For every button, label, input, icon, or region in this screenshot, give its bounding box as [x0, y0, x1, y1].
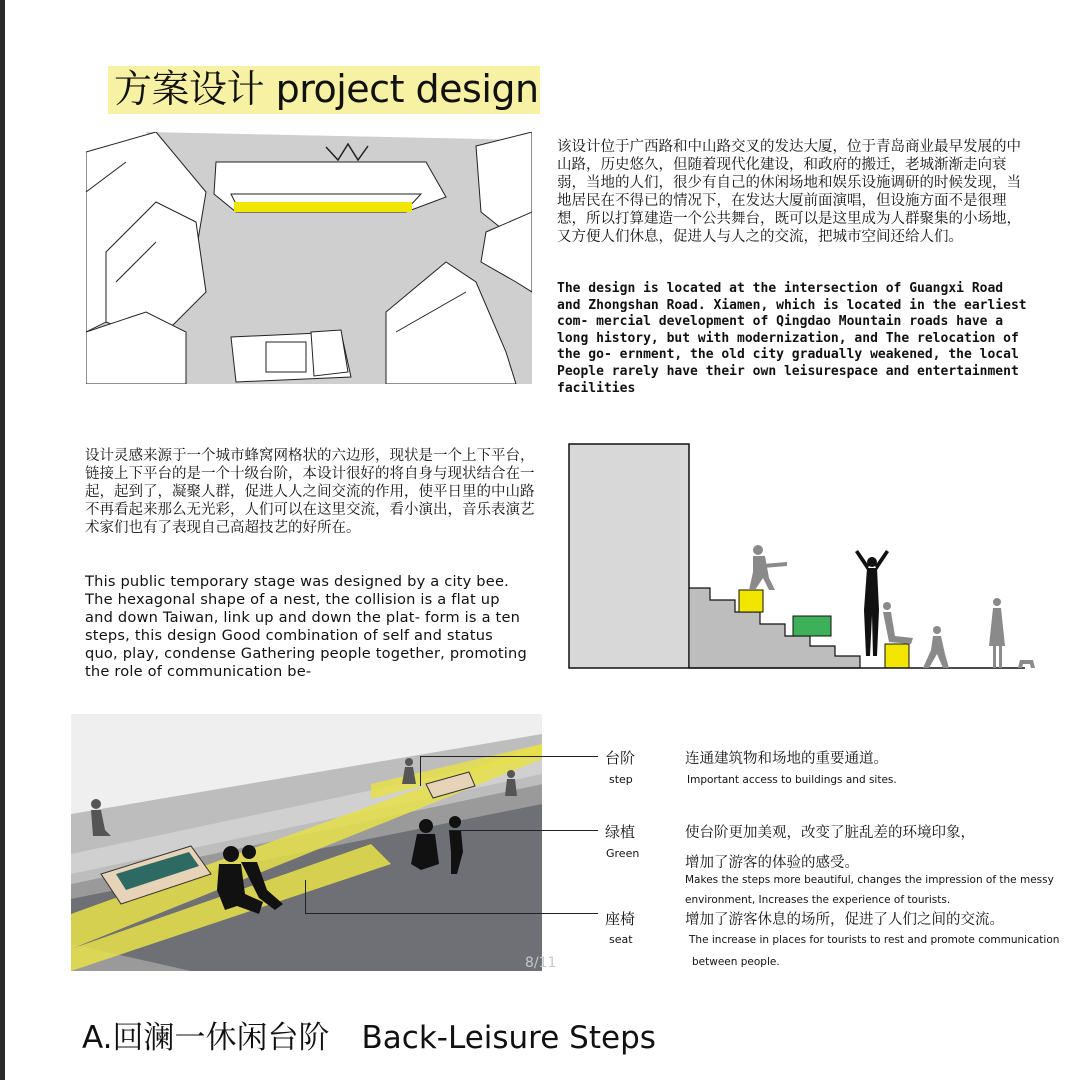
seat-leader-drop: [305, 880, 306, 913]
footer-title-en: Back-Leisure Steps: [361, 1020, 656, 1056]
green-description-en-1: Makes the steps more beautiful, changes the impression of the messy: [685, 874, 1054, 886]
green-leader-line: [450, 830, 598, 831]
site-plan-illustration: [86, 132, 532, 384]
section1-english-text: The design is located at the intersection of Guangxi Road and Zhongshan Road. Xiamen, which is located in the earliest com- mercial development of Qingdao Mountain roads have a long history, but with modernization, and The relocation of the go- ernment, the old city gradually weakened, the local People rarely have their own leisurespace and entertainment facilities: [557, 281, 1027, 396]
seat-description-en-2: between people.: [692, 956, 780, 968]
step-label: 台阶: [605, 749, 636, 767]
step-description-en: Important access to buildings and sites.: [687, 774, 897, 786]
steps-perspective-rendering: [71, 714, 542, 971]
seat-label: 座椅: [605, 910, 636, 928]
page-edge: [0, 0, 5, 1080]
green-description-2: 增加了游客的体验的感受。: [685, 855, 859, 871]
green-description-en-2: environment, Increases the experience of tourists.: [685, 894, 951, 906]
green-description-1: 使台阶更加美观，改变了脏乱差的环境印象，: [685, 825, 975, 841]
page-number: 8/11: [525, 955, 557, 971]
section2-english-text: This public temporary stage was designed by a city bee. The hexagonal shape of a nest, the collision is a flat up and down Taiwan, link up and down the plat- form is a ten steps, this design Good combination of self and status quo, play, condense Gathering people together, promoting the role of communication be-: [85, 573, 527, 680]
section2-chinese-text: 设计灵感来源于一个城市蜂窝网格状的六边形，现状是一个上下平台，链接上下平台的是一个十级台阶，本设计很好的将自身与现状结合在一起，起到了，凝聚人群，促进人人之间交流的作用，使平日里的中山路不再看起来那么无光彩，人们可以在这里交流，看小演出，音乐表演艺术家们也有了表现自己高超技艺的好所在。: [85, 448, 535, 536]
green-label-en: Green: [606, 847, 640, 860]
seat-leader-line: [305, 913, 598, 914]
seat-description: 增加了游客休息的场所，促进了人们之间的交流。: [685, 912, 1004, 928]
step-description: 连通建筑物和场地的重要通道。: [685, 751, 888, 767]
step-leader-line: [420, 756, 598, 757]
seat-description-en-1: The increase in places for tourists to rest and promote communication: [689, 934, 1060, 946]
footer-title-cn: A.回澜一休闲台阶: [82, 1020, 330, 1056]
steps-section-diagram: [565, 440, 1040, 675]
green-label: 绿植: [605, 823, 636, 841]
section1-chinese-text: 该设计位于广西路和中山路交叉的发达大厦，位于青岛商业最早发展的中山路，历史悠久，但随着现代化建设，和政府的搬迁，老城渐渐走向衰弱，当地的人们，很少有自己的休闲场地和娱乐设施调研的时候发现，当地居民在不得已的情况下，在发达大厦前面演唱，但设施方面不是很理想，所以打算建造一个公共舞台，既可以是这里成为人群聚集的小场地，又方便人们休息，促进人与人之的交流，把城市空间还给人们。: [557, 139, 1021, 245]
page-title: 方案设计 project design: [114, 67, 539, 111]
seat-label-en: seat: [609, 933, 633, 946]
footer-title: [82, 1012, 656, 1057]
step-leader-drop: [420, 756, 421, 786]
step-label-en: step: [609, 773, 633, 786]
